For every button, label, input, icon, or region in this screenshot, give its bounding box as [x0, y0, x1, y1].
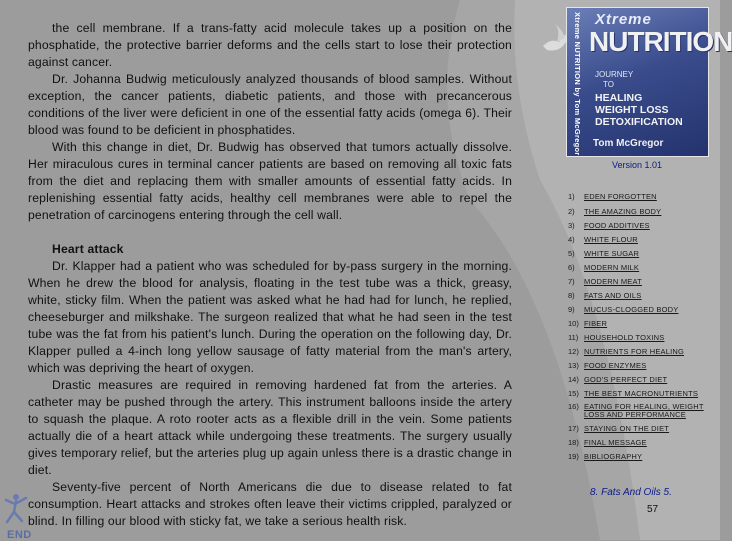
running-figure-icon	[6, 494, 26, 522]
toc-number: 1)	[568, 192, 575, 201]
toc-number: 17)	[568, 424, 579, 433]
toc-item-white-flour[interactable]	[568, 235, 718, 244]
toc-link[interactable]: WHITE SUGAR	[584, 249, 640, 258]
section-heading: Heart attack	[52, 242, 124, 256]
toc-number: 11)	[568, 333, 579, 342]
toc-number: 2)	[568, 207, 575, 216]
toc-item-final-message[interactable]	[568, 438, 718, 447]
toc-item-fats-and-oils[interactable]	[568, 291, 718, 300]
toc-item-staying-on-the-diet[interactable]	[568, 424, 718, 433]
toc-link[interactable]: STAYING ON THE DIET	[584, 424, 670, 433]
paragraph: Seventy-five percent of North Americans die due to disease related to fat consumption. Heart attacks and strokes often leave their victims crippled, paralyzed or blind. In filling our blood with sticky fat, we take a serious health risk.	[28, 480, 512, 528]
toc-number: 13)	[568, 361, 579, 370]
toc-item-modern-meat[interactable]	[568, 277, 718, 286]
toc-item-modern-milk[interactable]	[568, 263, 718, 272]
toc-item-eden-forgotten[interactable]	[568, 192, 718, 201]
toc-link[interactable]: GOD'S PERFECT DIET	[584, 375, 668, 384]
cover-subtitle-line: DETOXIFICATION	[595, 116, 683, 128]
paragraph: With this change in diet, Dr. Budwig has observed that tumors actually dissolve. Her miraculous cures in terminal cancer patients are based on removing all toxic fats from the diet and replacing them with smaller amounts of essential fatty acids. In replenishing essential fatty acids, healthy cell membranes were able to repel the penetration of carcinogens entering through the cell wall.	[28, 140, 512, 222]
cover-spine-text: Xtreme NUTRITION by Tom McGregor	[573, 12, 582, 156]
toc-link[interactable]: EATING FOR HEALING, WEIGHT LOSS AND PERFORMANCE	[584, 402, 704, 419]
toc-link[interactable]: FOOD ADDITIVES	[584, 221, 650, 230]
cover-journey	[595, 70, 633, 90]
toc-item-gods-perfect-diet[interactable]	[568, 375, 718, 384]
toc-number: 10)	[568, 319, 579, 328]
toc-link[interactable]: MUCUS-CLOGGED BODY	[584, 305, 679, 314]
toc-link[interactable]: MODERN MEAT	[584, 277, 642, 286]
cover-subtitle-line: HEALING	[595, 92, 643, 104]
cover-subtitle	[595, 92, 683, 128]
toc-item-household-toxins[interactable]	[568, 333, 718, 342]
toc-number: 4)	[568, 235, 575, 244]
toc-item-bibliography[interactable]	[568, 452, 718, 461]
toc-link[interactable]: FATS AND OILS	[584, 291, 642, 300]
toc-link[interactable]: FOOD ENZYMES	[584, 361, 647, 370]
toc-number: 12)	[568, 347, 579, 356]
toc-item-nutrients-for-healing[interactable]	[568, 347, 718, 356]
toc-item-white-sugar[interactable]	[568, 249, 718, 258]
toc-link[interactable]: NUTRIENTS FOR HEALING	[584, 347, 685, 356]
paragraph: Dr. Johanna Budwig meticulously analyzed thousands of blood samples. Without exception, the cancer patients, diabetic patients, and those with precancerous conditions of the liver were deficient in one of the essential fatty acids (omega 6). Their blood was found to be deficient in phosphatides.	[28, 72, 512, 137]
toc-item-fiber[interactable]	[568, 319, 718, 328]
paragraph: Dr. Klapper had a patient who was scheduled for by-pass surgery in the morning. When he drew the blood for analysis, floating in the test tube was a thick, greasy, white, sticky film. When the patient was asked what he had had for lunch, he replied, cheeseburger and milkshake. The surgeon realized that what he had seen in the test tube was the fat from his patient's lunch. During the operation on the following day, Dr. Klapper pulled a 4-inch long yellow sausage of fatty material from the man's artery, which was depriving the heart of oxygen.	[28, 259, 512, 375]
end-button[interactable]: END	[7, 529, 32, 541]
toc-number: 15)	[568, 389, 579, 398]
cover-journey-line: TO	[603, 80, 614, 89]
toc-item-food-additives[interactable]	[568, 221, 718, 230]
toc-item-mucus-clogged-body[interactable]	[568, 305, 718, 314]
slide-reference: 8. Fats And Oils 5.	[590, 487, 672, 498]
toc-link[interactable]: BIBLIOGRAPHY	[584, 452, 643, 461]
toc-link[interactable]: THE BEST MACRONUTRIENTS	[584, 389, 699, 398]
cover-journey-line: JOURNEY	[595, 70, 634, 79]
toc-link[interactable]: FINAL MESSAGE	[584, 438, 647, 447]
version-label: Version 1.01	[612, 160, 663, 170]
toc-number: 9)	[568, 305, 575, 314]
book-cover-image	[566, 7, 732, 157]
toc-item-eating-for-healing[interactable]	[568, 403, 718, 419]
toc-link[interactable]: HOUSEHOLD TOXINS	[584, 333, 665, 342]
article-body	[28, 20, 512, 530]
toc-number: 8)	[568, 291, 575, 300]
toc-link[interactable]: MODERN MILK	[584, 263, 640, 272]
paragraph: the cell membrane. If a trans-fatty acid molecule takes up a position on the phosphatide, the protective barrier deforms and the cells start to lose their protection against cancer.	[28, 21, 512, 69]
toc-link[interactable]: THE AMAZING BODY	[584, 207, 662, 216]
cover-author: Tom McGregor	[593, 138, 664, 149]
toc-number: 16)	[568, 402, 579, 411]
paragraph: Drastic measures are required in removing hardened fat from the arteries. A catheter may be pushed through the artery. This instrument balloons inside the artery to squash the plaque. A roto rooter acts as a flexible drill in the vein. Some patients actually die of a heart attack while undergoing these treatments. The surgery usually gives temporary relief, but the arteries plug up again unless there is a drastic change in diet.	[28, 378, 512, 477]
toc-item-food-enzymes[interactable]	[568, 361, 718, 370]
toc-number: 19)	[568, 452, 579, 461]
cover-subtitle-line: WEIGHT LOSS	[595, 104, 669, 116]
toc-number: 6)	[568, 263, 575, 272]
cover-title-top: Xtreme	[595, 11, 652, 28]
toc-link[interactable]: WHITE FLOUR	[584, 235, 638, 244]
cover-title-main: NUTRITION	[589, 26, 732, 57]
toc-link[interactable]: EDEN FORGOTTEN	[584, 192, 657, 201]
page-number: 57	[647, 504, 659, 515]
toc-number: 18)	[568, 438, 579, 447]
toc-item-best-macronutrients[interactable]	[568, 389, 718, 398]
toc-number: 7)	[568, 277, 575, 286]
toc-item-amazing-body[interactable]	[568, 207, 718, 216]
toc-link[interactable]: FIBER	[584, 319, 608, 328]
toc-number: 14)	[568, 375, 579, 384]
toc-number: 3)	[568, 221, 575, 230]
toc-number: 5)	[568, 249, 575, 258]
